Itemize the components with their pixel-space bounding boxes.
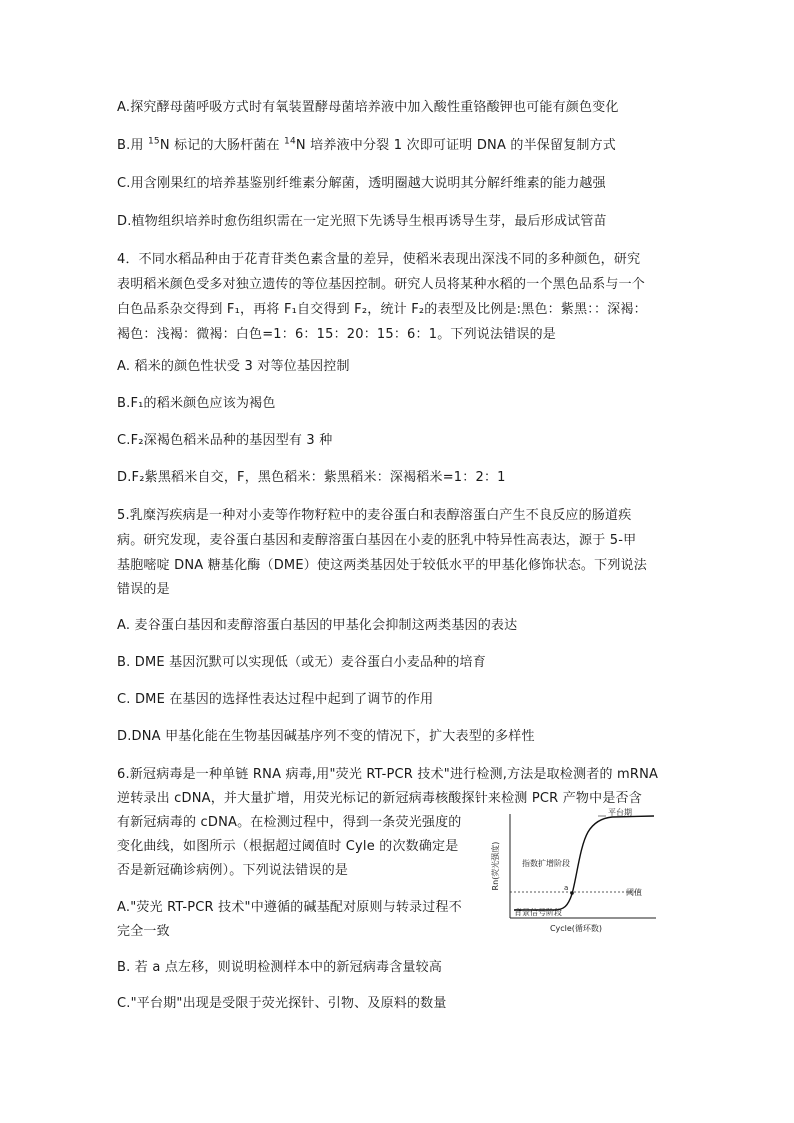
y-axis-label: Rn(荧光强度) [491, 841, 500, 891]
q5-stem-line: 病。研究发现，麦谷蛋白基因和麦醇溶蛋白基因在小麦的胚乳中特异性高表达，源于 5-甲 [117, 533, 637, 548]
q4-option-b: B.F₁的稻米颜色应该为褐色 [117, 396, 276, 411]
q6-option-c: C."平台期"出现是受限于荧光探针、引物、及原料的数量 [117, 996, 447, 1011]
background-label: 背景信号阶段 [514, 908, 562, 917]
q4-option-a: A. 稻米的颜色性状受 3 对等位基因控制 [117, 359, 350, 374]
q6-stem-line: 逆转录出 cDNA，并大量扩增，用荧光标记的新冠病毒核酸探针来检测 PCR 产物中是否含 [117, 791, 642, 806]
q4-stem-line: 白色品系杂交得到 F₁，再将 F₁自交得到 F₂，统计 F₂的表型及比例是:黑色：紫黑：：深褐： [117, 302, 647, 317]
point-a [570, 891, 574, 895]
platform-label: 平台期 [608, 808, 632, 817]
q6-stem-line: 6.新冠病毒是一种单链 RNA 病毒,用"荧光 RT-PCR 技术"进行检测,方法是取检测者的 mRNA [117, 767, 659, 782]
q6-option-a-continued: 完全一致 [117, 924, 170, 939]
q4-stem-line: 褐色：浅褐：微褐：白色=1：6：15：20：15：6：1。下列说法错误的是 [117, 327, 557, 342]
q5-option-d: D.DNA 甲基化能在生物基因碱基序列不变的情况下，扩大表型的多样性 [117, 729, 535, 744]
q4-option-c: C.F₂深褐色稻米品种的基因型有 3 种 [117, 433, 333, 448]
q5-stem-line: 错误的是 [117, 582, 170, 597]
q4-stem-line: 表明稻米颜色受多对独立遗传的等位基因控制。研究人员将某种水稻的一个黑色品系与一个 [117, 277, 646, 292]
q3-option-d: D.植物组织培养时愈伤组织需在一定光照下先诱导生根再诱导生芽，最后形成试管苗 [117, 214, 607, 229]
q6-stem-line: 否是新冠确诊病例）。下列说法错误的是 [117, 863, 349, 878]
q5-stem-line: 5.乳糜泻疾病是一种对小麦等作物籽粒中的麦谷蛋白和表醇溶蛋白产生不良反应的肠道疾 [117, 508, 632, 523]
q4-stem-line: 4．不同水稻品种由于花青苷类色素含量的差异，使稻米表现出深浅不同的多种颜色，研究 [117, 252, 641, 267]
q5-option-b: B. DME 基因沉默可以实现低（或无）麦谷蛋白小麦品种的培育 [117, 655, 486, 670]
x-axis-label: Cycle(循环数) [549, 924, 603, 933]
q5-stem-line: 基胞嘧啶 DNA 糖基化酶（DME）使这两类基因处于较低水平的甲基化修饰状态。下列说法 [117, 558, 647, 573]
q6-option-b: B. 若 a 点左移，则说明检测样本中的新冠病毒含量较高 [117, 960, 443, 975]
q3-option-a: A.探究酵母菌呼吸方式时有氧装置酵母菌培养液中加入酸性重铬酸钾也可能有颜色变化 [117, 100, 619, 115]
q6-stem-line: 有新冠病毒的 cDNA。在检测过程中，得到一条荧光强度的 [117, 815, 462, 830]
q6-option-a: A."荧光 RT-PCR 技术"中遵循的碱基配对原则与转录过程不 [117, 900, 462, 915]
q3-option-c: C.用含刚果红的培养基鉴别纤维素分解菌，透明圈越大说明其分解纤维素的能力越强 [117, 176, 606, 191]
exponential-label: 指数扩增阶段 [522, 859, 570, 868]
q6-stem-line: 变化曲线，如图所示（根据超过阈值时 Cyle 的次数确定是 [117, 839, 459, 854]
q5-option-c: C. DME 在基因的选择性表达过程中起到了调节的作用 [117, 692, 434, 707]
q5-option-a: A. 麦谷蛋白基因和麦醇溶蛋白基因的甲基化会抑制这两类基因的表达 [117, 618, 518, 633]
point-a-label: a [564, 884, 569, 892]
q3-option-b: B.用 $^{15}$N 标记的大肠杆菌在 $^{14}$N 培养液中分裂 1 次即可证明 DNA 的半保留复制方式 [117, 136, 616, 153]
q4-option-d: D.F₂紫黑稻米自交，F，黑色稻米：紫黑稻米：深褐稻米=1：2：1 [117, 470, 506, 485]
fluorescence-curve-svg [484, 806, 660, 936]
fluorescence-curve-figure [484, 806, 660, 936]
threshold-label: 阈值 [626, 888, 642, 897]
